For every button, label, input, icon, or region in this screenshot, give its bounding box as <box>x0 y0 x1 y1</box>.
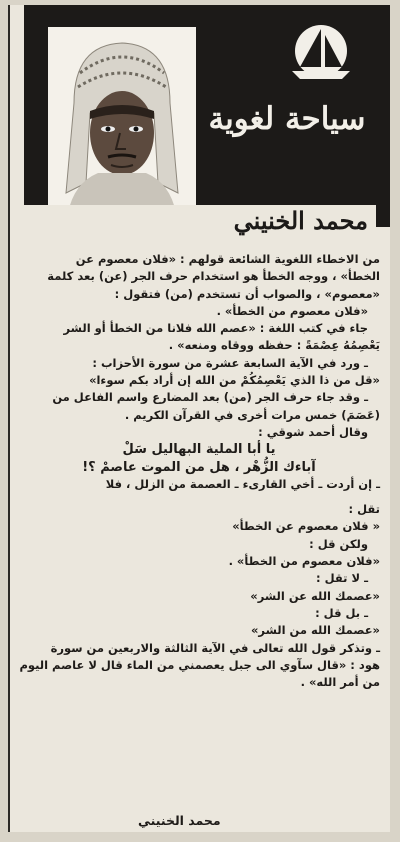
article-line: الخطأ» ، ووجه الخطأ هو استخدام حرف الجر (عن) بعد كلمة <box>47 269 380 284</box>
article-line: يَعْصِمُهُ عِصْمَةً : حفظه ووقاه ومنعه» . <box>168 338 380 353</box>
article-line: «عصمك الله من الشر» <box>251 623 380 638</box>
article-line: جاء في كتب اللغة : «عصم الله فلانا من الخطأ أو الشر <box>63 321 368 336</box>
author-signature: محمد الخنيني <box>138 813 221 828</box>
poem-verse-2: آباءك الزُّهْر ، هل من الموت عاصمْ ؟! <box>82 459 316 475</box>
article-line: «فلان معصوم من الخطأ» . <box>216 303 368 318</box>
column-header <box>24 5 390 227</box>
article-line: ـ وتذكر قول الله تعالى في الآية الثالثة والاربعين من سورة <box>50 640 380 655</box>
article-line: ـ إن أردت ـ أخي القارىء ـ العصمة من الزلل ، فلا <box>105 476 380 491</box>
article-line: ـ وقد جاء حرف الجر (من) بعد المضارع واسم الفاعل من <box>52 390 368 405</box>
article-line: ولكن قل : <box>309 536 368 551</box>
poem-verse-1: يا أبا الملية البهاليل سَلْ <box>122 442 276 458</box>
column-title: سياحة لغوية <box>208 101 366 137</box>
sailboat-logo-icon <box>286 23 356 87</box>
article-line: « فلان معصوم عن الخطأ» <box>232 519 380 534</box>
newspaper-clipping <box>8 5 390 832</box>
author-photo <box>48 27 196 219</box>
article-line: ـ بل قل : <box>315 605 368 620</box>
article-line: ـ لا تقل : <box>316 571 368 586</box>
author-name: محمد الخنيني <box>233 206 368 235</box>
author-portrait-image <box>54 33 190 213</box>
article-line: وقال أحمد شوقي : <box>258 424 368 439</box>
article-line: «معصوم» ، والصواب أن تستخدم (من) فتقول : <box>114 286 380 301</box>
article-line: تقل : <box>348 502 380 517</box>
article-line: ـ ورد في الآية السابعة عشرة من سورة الأحزاب : <box>92 355 368 370</box>
article-line: «عصمك الله عن الشر» <box>250 588 380 603</box>
author-band <box>24 205 376 239</box>
article-line: «فلان معصوم من الخطأ» . <box>228 554 380 569</box>
article-line: «قل من ذا الذي يَعْصِمُكُمْ من الله إن أراد بكم سوءا» <box>89 373 380 388</box>
article-line: من الاخطاء اللغوية الشائعة قولهم : «فلان معصوم عن <box>75 252 380 266</box>
article-body <box>18 251 380 691</box>
article-line: (عَصَمَ) خمس مرات أخرى في القرآن الكريم . <box>124 407 380 422</box>
article-line: من أمر الله» . <box>300 675 380 690</box>
article-line: هود : «قال سآوي الى جبل يعصمني من الماء قال لا عاصم اليوم <box>19 657 380 672</box>
